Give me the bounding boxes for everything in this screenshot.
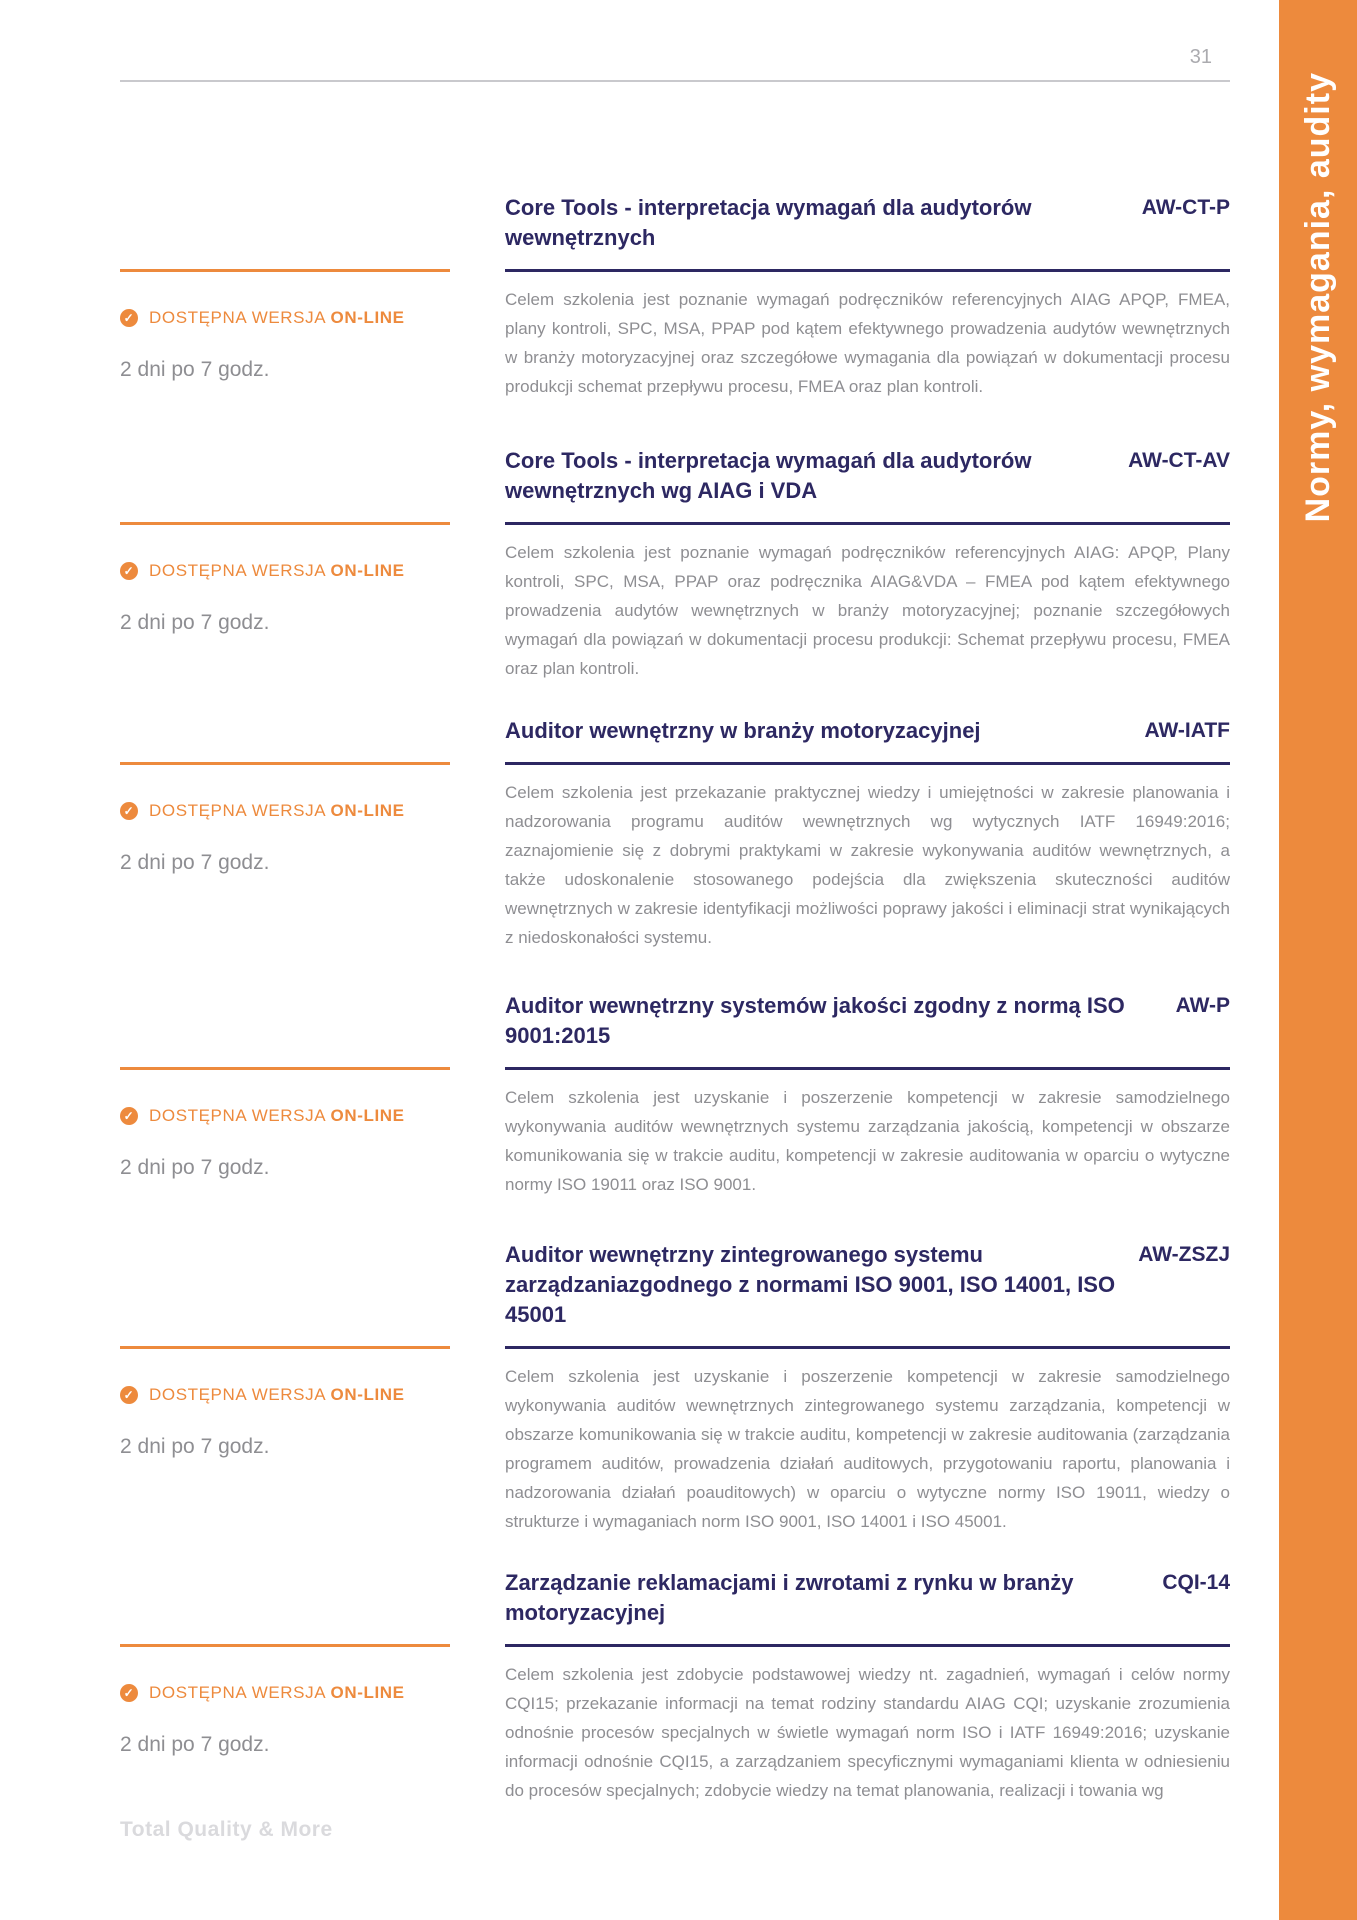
check-circle-icon: ✓ [120, 1386, 138, 1404]
course-duration: 2 dni po 7 godz. [120, 1156, 270, 1179]
category-sidebar-label: Normy, wymagania, audity [1298, 72, 1337, 523]
check-circle-icon: ✓ [120, 802, 138, 820]
availability-label [120, 308, 450, 328]
availability-text: DOSTĘPNA WERSJA ON-LINE [149, 1106, 405, 1125]
course-section [120, 716, 1230, 952]
course-title-row [505, 1240, 1230, 1330]
course-meta [120, 269, 450, 401]
title-divider [505, 269, 1230, 272]
course-code: AW-IATF [1144, 719, 1230, 742]
course-title: Auditor wewnętrzny zintegrowanego systemu zarządzaniazgodnego z normami ISO 9001, ISO 14001, ISO 45001 [505, 1242, 1116, 1327]
course-body [505, 522, 1230, 683]
title-divider [505, 1067, 1230, 1070]
orange-divider [120, 762, 450, 765]
orange-divider [120, 1644, 450, 1647]
page-number: 31 [1189, 46, 1212, 68]
course-title: Core Tools - interpretacja wymagań dla audytorów wewnętrznych wg AIAG i VDA [505, 448, 1032, 503]
course-description: Celem szkolenia jest uzyskanie i poszerzenie kompetencji w zakresie samodzielnego wykonywania auditów wewnętrznych systemu zarządzania jakością, kompetencji w obszarze komunikowania się w trakcie auditu, kompetencji w zakresie auditowania w oparciu o wytyczne normy ISO 19011 oraz ISO 9001. [505, 1088, 1230, 1194]
title-divider [505, 1346, 1230, 1349]
header-divider [120, 80, 1230, 82]
course-meta [120, 762, 450, 952]
course-meta [120, 1644, 450, 1805]
availability-text: DOSTĘPNA WERSJA ON-LINE [149, 1385, 405, 1404]
course-section [120, 1240, 1230, 1536]
title-divider [505, 522, 1230, 525]
course-section [120, 991, 1230, 1199]
course-description: Celem szkolenia jest poznanie wymagań podręczników referencyjnych AIAG APQP, FMEA, plany kontroli, SPC, MSA, PPAP pod kątem efektywnego prowadzenia audytów wewnętrznych w branży motoryzacyjnej oraz szczegółowe wymagania dla powiązań w dokumentacji procesu produkcji schemat przepływu procesu, FMEA oraz plan kontroli. [505, 290, 1230, 396]
course-description: Celem szkolenia jest przekazanie praktycznej wiedzy i umiejętności w zakresie planowania i nadzorowania programu auditów wewnętrznych wg wytycznych IATF 16949:2016; zaznajomienie się z dobrymi praktykami w zakresie wykonywania auditów wewnętrznych, a także udoskonalenie stosowanego podejścia dla zwiększenia skuteczności auditów wewnętrznych w zakresie identyfikacji możliwości poprawy jakości i eliminacji strat wynikających z niedoskonałości systemu. [505, 783, 1230, 947]
course-duration: 2 dni po 7 godz. [120, 1733, 270, 1756]
availability-text: DOSTĘPNA WERSJA ON-LINE [149, 1683, 405, 1702]
course-duration: 2 dni po 7 godz. [120, 1435, 270, 1458]
course-meta [120, 1067, 450, 1199]
course-title-row [505, 991, 1230, 1051]
course-section [120, 1568, 1230, 1805]
course-body [505, 1346, 1230, 1536]
course-title: Auditor wewnętrzny systemów jakości zgodny z normą ISO 9001:2015 [505, 993, 1125, 1048]
availability-text: DOSTĘPNA WERSJA ON-LINE [149, 308, 405, 327]
course-title-row [505, 193, 1230, 253]
course-body [505, 1067, 1230, 1199]
course-description: Celem szkolenia jest zdobycie podstawowej wiedzy nt. zagadnień, wymagań i celów normy CQI15; przekazanie informacji na temat rodziny standardu AIAG CQI; uzyskanie zrozumienia odnośnie procesów specjalnych w świetle wymagań norm ISO i IATF 16949:2016; uzyskanie informacji odnośnie CQI15, a zarządzaniem specyficznymi wymaganiami klienta w odniesieniu do procesów specjalnych; zdobycie wiedzy na temat planowania, realizacji i towania wg [505, 1665, 1230, 1800]
course-duration: 2 dni po 7 godz. [120, 611, 270, 634]
check-circle-icon: ✓ [120, 309, 138, 327]
orange-divider [120, 1067, 450, 1070]
course-duration: 2 dni po 7 godz. [120, 358, 270, 381]
availability-label [120, 801, 450, 821]
course-meta [120, 1346, 450, 1536]
course-description: Celem szkolenia jest poznanie wymagań podręczników referencyjnych AIAG: APQP, Plany kontroli, SPC, MSA, PPAP oraz podręcznika AIAG&VDA – FMEA pod kątem efektywnego prowadzenia audytów wewnętrznych w branży motoryzacyjnej; poznanie szczegółowych wymagań dla powiązań w dokumentacji procesu produkcji: Schemat przepływu procesu, FMEA oraz plan kontroli. [505, 543, 1230, 678]
course-code: AW-ZSZJ [1138, 1243, 1230, 1266]
availability-label [120, 561, 450, 581]
orange-divider [120, 522, 450, 525]
availability-text: DOSTĘPNA WERSJA ON-LINE [149, 801, 405, 820]
check-circle-icon: ✓ [120, 562, 138, 580]
course-body [505, 269, 1230, 401]
course-title-row [505, 1568, 1230, 1628]
course-code: AW-CT-AV [1128, 449, 1230, 472]
title-divider [505, 762, 1230, 765]
check-circle-icon: ✓ [120, 1107, 138, 1125]
course-title: Zarządzanie reklamacjami i zwrotami z rynku w branży motoryzacyjnej [505, 1570, 1074, 1625]
orange-divider [120, 1346, 450, 1349]
course-section [120, 446, 1230, 683]
course-meta [120, 522, 450, 683]
course-title: Auditor wewnętrzny w branży motoryzacyjnej [505, 718, 981, 743]
course-code: CQI-14 [1162, 1571, 1230, 1594]
course-description: Celem szkolenia jest uzyskanie i poszerzenie kompetencji w zakresie samodzielnego wykonywania auditów wewnętrznych zintegrowanego systemu zarządzania, kompetencji w obszarze komunikowania się w trakcie auditu, kompetencji w zakresie auditowania (zarządzania programem auditów, prowadzenia działań auditowych, przygotowaniu raportu, planowania i nadzorowania działań poauditowych) w oparciu o wytyczne normy ISO 19011, wiedzy o strukturze i wymaganiach norm ISO 9001, ISO 14001 i ISO 45001. [505, 1367, 1230, 1531]
course-code: AW-P [1175, 994, 1230, 1017]
course-body [505, 1644, 1230, 1805]
category-sidebar [1279, 0, 1357, 1920]
orange-divider [120, 269, 450, 272]
availability-label [120, 1683, 450, 1703]
course-duration: 2 dni po 7 godz. [120, 851, 270, 874]
course-body [505, 762, 1230, 952]
course-title-row [505, 446, 1230, 506]
course-title-row [505, 716, 1230, 746]
course-code: AW-CT-P [1141, 196, 1230, 219]
availability-label [120, 1385, 450, 1405]
check-circle-icon: ✓ [120, 1684, 138, 1702]
title-divider [505, 1644, 1230, 1647]
course-title: Core Tools - interpretacja wymagań dla audytorów wewnętrznych [505, 195, 1032, 250]
availability-label [120, 1106, 450, 1126]
availability-text: DOSTĘPNA WERSJA ON-LINE [149, 561, 405, 580]
footer-brand: Total Quality & More [120, 1818, 333, 1841]
course-section [120, 193, 1230, 401]
